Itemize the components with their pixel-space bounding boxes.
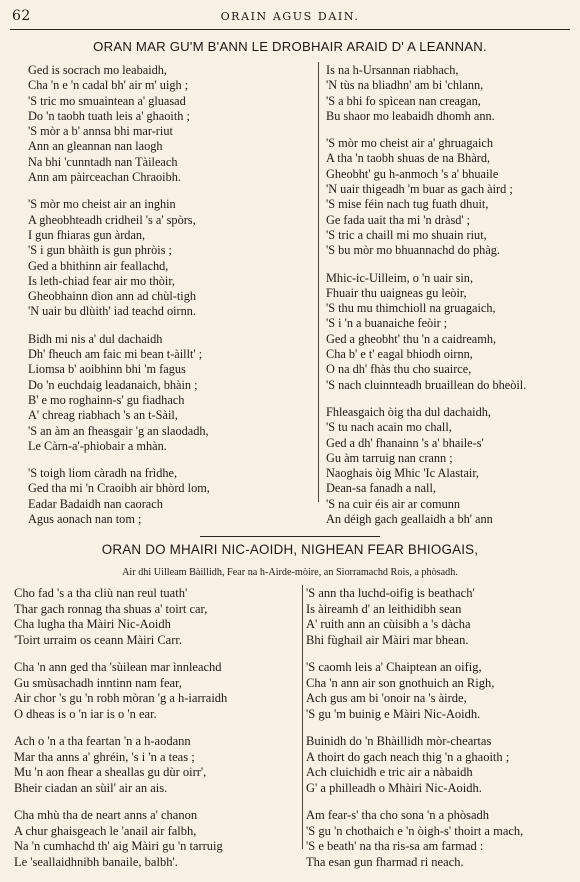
verse-line: Mu 'n aon fhear a sheallas gu dùr oirr', — [14, 765, 207, 779]
verse-line: Ged is socrach mo leabaidh, — [28, 63, 167, 77]
stanza — [28, 197, 298, 319]
verse-line: 'S ann tha luchd-oifig is beathach' — [306, 586, 475, 600]
verse-line: 'N uair thigeadh 'm buar as gach àird ; — [326, 182, 513, 197]
verse-line: Ach gus am bi 'onoir na 's àirde, — [306, 691, 467, 705]
verse-line: Gu smùsachadh inntinn nam fear, — [14, 675, 182, 690]
verse-line: 'S a bhi fo spìcean nan creagan, — [326, 93, 481, 108]
verse-line: Ach o 'n a tha feartan 'n a h-aodann — [14, 734, 191, 748]
stanza — [326, 63, 566, 124]
verse-line: Fhleasgaich òig tha dul dachaidh, — [326, 404, 491, 419]
verse-line: Buinidh do 'n Bhàillidh mòr-cheartas — [306, 734, 492, 748]
verse-line: I gun fhiaras gun àrdan, — [28, 227, 146, 242]
verse-line: Is àireamh d' an leithidibh sean — [306, 601, 462, 616]
verse-line: Le Càrn-a'-phiobair a mhàn. — [28, 438, 167, 453]
verse-line: Ged a dh' fhanainn 's a' bhaile-s' — [326, 435, 484, 450]
verse-line: 'N tùs na bliadhn' am bi 'chlann, — [326, 78, 484, 93]
verse-line: Air chor 's gu 'n robh mòran 'g a h-iarraidh — [14, 691, 228, 705]
stanza — [306, 808, 568, 870]
verse-line: A chur ghaisgeach le 'anail air falbh, — [14, 823, 197, 838]
stanza — [306, 660, 568, 722]
header-rule — [10, 29, 570, 30]
verse-line: Do 'n taobh tuath leis a' ghaoith ; — [28, 108, 190, 123]
verse-line: Cha mhù tha de neart anns a' chanon — [14, 808, 198, 822]
stanza — [28, 63, 298, 185]
verse-line: Ann an gleannan nan laogh — [28, 139, 163, 154]
poem1-left-column — [28, 63, 298, 539]
verse-line: Cha lugha tha Màiri Nic-Aoidh — [14, 617, 171, 631]
verse-line: Ged a gheobht' thu 'n a caidreamh, — [326, 331, 497, 346]
stanza — [306, 734, 568, 796]
verse-line: G' a philleadh o Mhàiri Nic-Aoidh. — [306, 780, 482, 795]
verse-line: Am fear-s' tha cho sona 'n a phòsadh — [306, 808, 490, 822]
verse-line: Gheobhainn dìon ann ad chùl-tigh — [28, 289, 197, 304]
verse-line: Bheir ciadan an sùil' air an ais. — [14, 780, 168, 795]
verse-line: Cho fad 's a tha cliù nan reul tuath' — [14, 586, 188, 600]
verse-line: Liomsa b' aoibhinn bhi 'm fagus — [28, 362, 186, 377]
verse-line: B' e mo roghainn-s' gu fiadhach — [28, 392, 185, 407]
verse-line: 'S bu mòr mo bhuannachd do phàg. — [326, 243, 501, 258]
stanza — [14, 586, 302, 648]
verse-line: 'S tu nach acain mo chall, — [326, 420, 452, 435]
poem-title: ORAN DO MHAIRI NIC-AOIDH, NIGHEAN FEAR BHIOGAIS, — [101, 542, 479, 557]
stanza — [28, 466, 298, 527]
page-number: 62 — [12, 8, 31, 24]
poem2-left-column — [14, 586, 302, 882]
poem2-right-column — [306, 586, 568, 882]
verse-line: 'S mòr mo cheist air an inghin — [28, 197, 176, 212]
stanza — [14, 734, 302, 796]
verse-line: 'S toigh liom càradh na frìdhe, — [28, 466, 178, 481]
stanza — [326, 405, 566, 527]
verse-line: 'Toirt urraim os ceann Màiri Carr. — [14, 632, 182, 647]
stanza — [326, 271, 566, 393]
verse-line: Cha 'n ann ged tha 'sùilean mar ìnnleachd — [14, 660, 222, 674]
verse-line: Bidh mi nis a' dul dachaidh — [28, 331, 163, 346]
verse-line: Na 'n cumhachd th' aig Màiri gu 'n tarruig — [14, 839, 223, 853]
verse-line: Cha 'n e 'n cadal bh' air m' uigh ; — [28, 78, 189, 93]
verse-line: Thar gach ronnag tha shuas a' toirt car, — [14, 601, 208, 616]
verse-line: Cha b' e t' eagal bhiodh oirnn, — [326, 347, 473, 362]
verse-line: Bu shaor mo leabaidh dhomh ann. — [326, 108, 495, 123]
verse-line: Dean-sa fanadh a nall, — [326, 481, 436, 496]
verse-line: Na bhi 'cunntadh nan Tàileach — [28, 154, 178, 169]
verse-line: Mhic-ic-Uilleim, o 'n uair sin, — [326, 270, 474, 285]
verse-line: 'S mòr a b' annsa bhi mar-riut — [28, 124, 173, 139]
verse-line: Is na h-Ursannan riabhach, — [326, 63, 459, 77]
column-divider — [302, 585, 303, 849]
verse-line: A tha 'n taobh shuas de na Bhàrd, — [326, 151, 491, 166]
verse-line: 'S e beath' na tha ris-sa am farmad : — [306, 839, 484, 853]
verse-line: Do 'n euchdaig leadanaich, bhàin ; — [28, 377, 198, 392]
verse-line: O dheas is o 'n iar is o 'n ear. — [14, 706, 157, 721]
verse-line: Tha esan gun fharmad ri neach. — [306, 854, 464, 869]
stanza — [14, 808, 302, 870]
stanza — [306, 586, 568, 648]
verse-line: 'S nach cluinnteadh bruaillean do bheòil. — [326, 377, 527, 392]
running-title: ORAIN AGUS DAIN. — [220, 10, 360, 23]
stanza — [14, 660, 302, 722]
verse-line: 'S caomh leis a' Chaiptean an oifig, — [306, 660, 482, 674]
verse-line: Ged a bhithinn air feallachd, — [28, 258, 169, 273]
verse-line: Mar tha anns a' ghréin, 's i 'n a teas ; — [14, 749, 195, 764]
verse-line: 'S tric mo smuaintean a' gluasad — [28, 93, 186, 108]
verse-line: 'S i gun bhàith is gun phròis ; — [28, 243, 172, 258]
verse-line: 'S mòr mo cheist air a' ghruagaich — [326, 136, 493, 151]
verse-line: An déigh gach geallaidh a bh' ann — [326, 512, 493, 527]
verse-line: Eadar Badaidh nan caorach — [28, 496, 163, 511]
poem1-right-column — [326, 63, 566, 539]
verse-line: Gheobht' gu h-anmoch 's a' bhuaile — [326, 166, 499, 181]
verse-line: Fhuair thu uaigneas gu leòir, — [326, 285, 467, 300]
verse-line: 'S an àm an fheasgair 'g an slaodadh, — [28, 423, 209, 438]
verse-line: A thoirt do gach neach thig 'n a ghaoith ; — [306, 749, 510, 764]
verse-line: 'S thu mu thimchioll na gruagaich, — [326, 301, 496, 316]
verse-line: 'S i 'n a buanaiche feòir ; — [326, 316, 448, 331]
verse-line: Is leth-chiad fear air mo thòir, — [28, 273, 176, 288]
poem-title: ORAN MAR GU'M B'ANN LE DROBHAIR ARAID D' A LEANNAN. — [93, 39, 487, 54]
verse-line: Agus aonach nan tom ; — [28, 512, 142, 527]
verse-line: 'S na cuir éis air ar comunn — [326, 496, 461, 511]
verse-line: 'S gu 'n chothaich e 'n òigh-s' thoirt a mach, — [306, 823, 524, 838]
section-rule — [200, 536, 380, 537]
verse-line: Ach cluichidh e tric air a nàbaidh — [306, 765, 473, 779]
verse-line: Cha 'n ann air son gnothuich an Righ, — [306, 675, 495, 690]
verse-line: Ge fada uait tha mi 'n dràsd' ; — [326, 212, 471, 227]
verse-line: Bhi fùghail air Màiri mar bhean. — [306, 632, 469, 647]
verse-line: A' ruith ann an cùisibh a 's dàcha — [306, 617, 471, 631]
verse-line: 'S gu 'm buinig e Màiri Nic-Aoidh. — [306, 706, 481, 721]
verse-line: Dh' fheuch am faic mi bean t-àillt' ; — [28, 347, 203, 362]
verse-line: Ann am pàirceachan Chraoibh. — [28, 170, 181, 185]
running-head — [12, 8, 568, 26]
verse-line: 'S mise féin nach tug fuath dhuit, — [326, 197, 489, 212]
verse-line: Ged tha mi 'n Craoibh air bhòrd lom, — [28, 481, 210, 496]
verse-line: 'N uair bu dlùith' iad teachd oirnn. — [28, 304, 197, 319]
stanza — [326, 136, 566, 258]
column-divider — [318, 62, 319, 502]
verse-line: 'S tric a chaill mi mo shuain riut, — [326, 227, 487, 242]
verse-line: Le 'seallaidhnibh banaile, balbh'. — [14, 854, 178, 869]
verse-line: Gu àm tarruig nan crann ; — [326, 450, 453, 465]
stanza — [28, 332, 298, 454]
verse-line: A' chreag riabhach 's an t-Sàil, — [28, 408, 178, 423]
verse-line: O na dh' fhàs thu cho suairce, — [326, 362, 472, 377]
verse-line: Naoghais òig Mhic 'Ic Alastair, — [326, 466, 480, 481]
poem-subtitle: Air dhi Uilleam Bàillidh, Fear na h-Airde-mòire, an Siorramachd Rois, a phòsadh. — [122, 567, 458, 578]
verse-line: A gheobhteadh cridheil 's a' spòrs, — [28, 212, 196, 227]
